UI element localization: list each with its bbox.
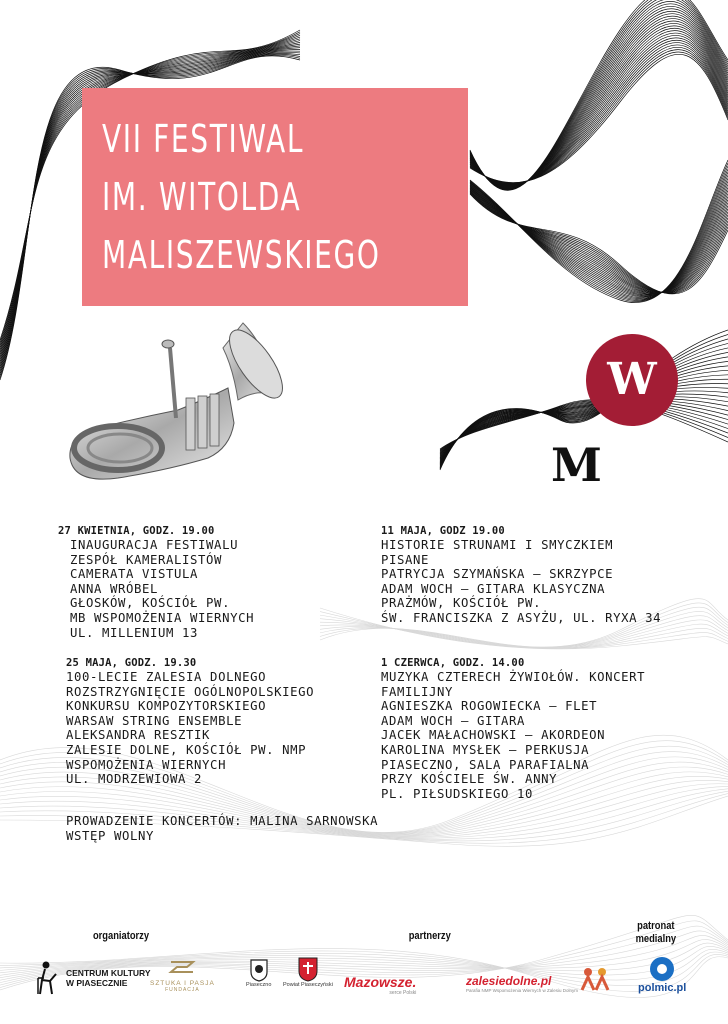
media-patron-label-line-2: medialny xyxy=(635,933,677,945)
polmic-icon xyxy=(649,956,675,982)
event-line: ROZSTRZYGNIĘCIE OGÓLNOPOLSKIEGO xyxy=(66,684,315,699)
event-line: MUZYKA CZTERECH ŻYWIOŁÓW. KONCERT xyxy=(381,670,646,684)
event-block-3 xyxy=(66,656,314,787)
event-block-1 xyxy=(58,524,254,640)
partner-figures-icon xyxy=(578,964,614,992)
powiat-name: Powiat Piaseczyński xyxy=(283,982,333,988)
organizers-label: organiatorzy xyxy=(92,930,150,942)
event-line: PRZY KOŚCIELE ŚW. ANNY xyxy=(381,772,558,787)
event-date: 1 CZERWCA, GODZ. 14.00 xyxy=(381,657,525,669)
ck-name-line-2: W PIASECZNIE xyxy=(66,978,128,988)
zalesie-name: zalesiedolne.pl xyxy=(466,974,552,988)
event-line: ZALESIE DOLNE, KOŚCIÓŁ PW. NMP xyxy=(66,742,307,757)
event-line: UL. MILLENIUM 13 xyxy=(70,625,199,640)
centrum-kultury-logo xyxy=(36,960,151,996)
ck-name-line-1: CENTRUM KULTURY xyxy=(66,968,151,978)
polmic-logo xyxy=(638,956,686,994)
festival-logo-badge: W xyxy=(586,334,678,426)
event-line: UL. MODRZEWIOWA 2 xyxy=(66,772,203,787)
festival-title-line-1: VII FESTIWAL xyxy=(102,117,305,161)
event-block-2 xyxy=(381,524,661,626)
free-entry-note: WSTĘP WOLNY xyxy=(66,828,155,843)
event-line: INAUGURACJA FESTIWALU xyxy=(70,538,239,552)
festival-title-line-2: IM. WITOLDA xyxy=(102,175,302,219)
event-line: PL. PIŁSUDSKIEGO 10 xyxy=(381,786,534,801)
sztuka-i-pasja-icon xyxy=(167,958,197,980)
host-note: PROWADZENIE KONCERTÓW: MALINA SARNOWSKA xyxy=(66,814,379,828)
mazowsze-logo xyxy=(344,974,416,996)
event-line: PIASECZNO, SALA PARAFIALNA xyxy=(381,757,590,772)
festival-title-box xyxy=(82,88,468,306)
event-date: 27 KWIETNIA, GODZ. 19.00 xyxy=(58,525,215,537)
sztuka-i-pasja-logo xyxy=(150,958,215,993)
zalesie-sub: Parafia NMP Wspomożenia Wiernych w Zalesiu Dolnym xyxy=(466,988,578,993)
event-line: WARSAW STRING ENSEMBLE xyxy=(66,713,243,728)
media-patron-label-line-1: patronat xyxy=(637,920,675,932)
event-line: PRAŻMÓW, KOŚCIÓŁ PW. xyxy=(381,596,542,611)
polmic-name: polmic.pl xyxy=(638,982,687,994)
event-block-4 xyxy=(381,656,645,801)
sp-name: SZTUKA I PASJA xyxy=(150,980,215,987)
festival-logo-letter: M xyxy=(551,438,602,492)
event-date: 11 MAJA, GODZ 19.00 xyxy=(381,525,505,537)
event-line: KONKURSU KOMPOZYTORSKIEGO xyxy=(66,699,267,714)
piaseczno-crest-icon xyxy=(249,958,269,982)
event-line: AGNIESZKA ROGOWIECKA – FLET xyxy=(381,699,598,714)
piaseczno-name: Piaseczno xyxy=(246,982,272,988)
piaseczno-logo xyxy=(246,958,271,988)
event-line: HISTORIE STRUNAMI I SMYCZKIEM xyxy=(381,538,614,552)
partners-label: partnerzy xyxy=(408,930,451,942)
event-line: MB WSPOMOŻENIA WIERNYCH xyxy=(70,610,255,625)
mazowsze-sub: serce Polski xyxy=(389,990,417,996)
event-line: WSPOMOŻENIA WIERNYCH xyxy=(66,757,227,772)
chair-figure-icon xyxy=(36,960,62,996)
event-line: JACEK MAŁACHOWSKI – AKORDEON xyxy=(381,728,606,743)
euphonium-image xyxy=(58,318,298,494)
event-line: PISANE xyxy=(381,552,430,567)
event-line: ADAM WOCH – GITARA KLASYCZNA xyxy=(381,581,606,596)
event-line: ZESPÓŁ KAMERALISTÓW xyxy=(70,552,223,567)
powiat-crest-icon xyxy=(297,956,319,982)
event-line: PATRYCJA SZYMAŃSKA – SKRZYPCE xyxy=(381,567,614,582)
mazowsze-name: Mazowsze. xyxy=(344,974,417,990)
concert-notes xyxy=(66,814,378,843)
event-line: KAROLINA MYSŁEK — PERKUSJA xyxy=(381,742,590,757)
event-line: ANNA WRÓBEL xyxy=(70,581,159,596)
event-line: FAMILIJNY xyxy=(381,684,454,699)
zalesie-dolne-logo xyxy=(466,974,578,993)
sp-sub: FUNDACJA xyxy=(165,987,200,993)
event-date: 25 MAJA, GODZ. 19.30 xyxy=(66,657,197,669)
event-line: CAMERATA VISTULA xyxy=(70,567,199,582)
event-line: GŁOSKÓW, KOŚCIÓŁ PW. xyxy=(70,596,231,611)
event-line: ADAM WOCH – GITARA xyxy=(381,713,526,728)
event-line: ALEKSANDRA RESZTIK xyxy=(66,728,211,743)
event-line: 100-LECIE ZALESIA DOLNEGO xyxy=(66,670,267,684)
powiat-logo xyxy=(283,956,333,988)
festival-title-line-3: MALISZEWSKIEGO xyxy=(102,233,381,277)
media-patron-label xyxy=(636,920,677,946)
event-line: ŚW. FRANCISZKA Z ASYŻU, UL. RYXA 34 xyxy=(381,610,662,625)
